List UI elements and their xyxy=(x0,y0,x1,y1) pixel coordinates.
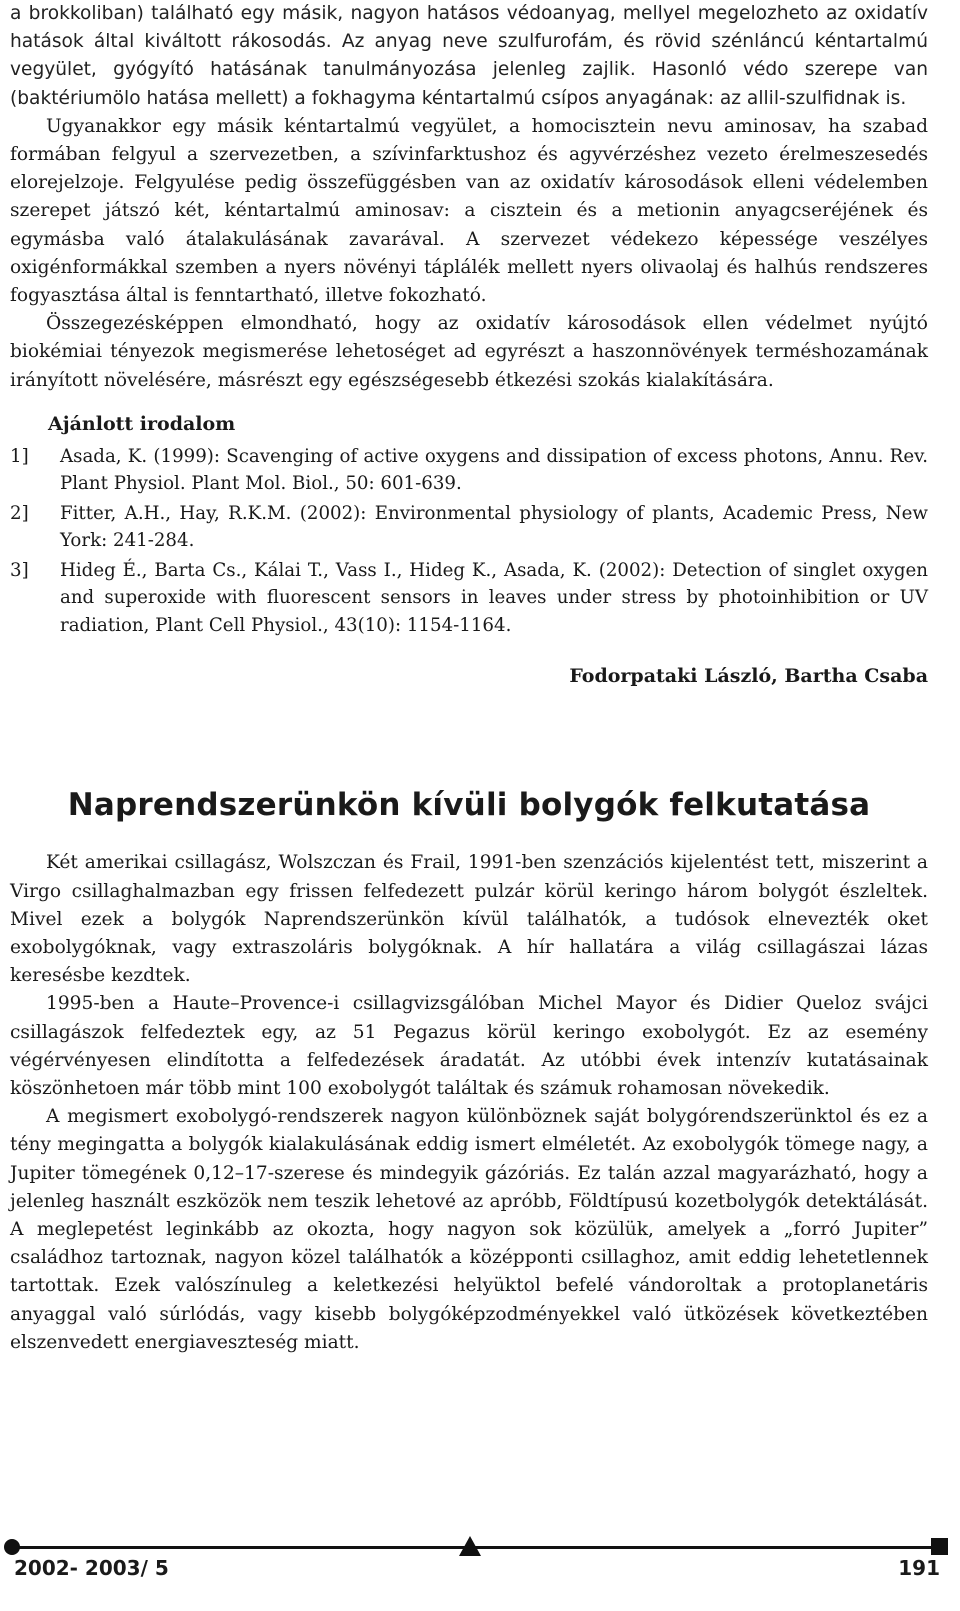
issue-label: 2002- 2003/ 5 xyxy=(14,1556,169,1580)
reference-text: Asada, K. (1999): Scavenging of active oxygens and dissipation of excess photons, Annu. Rev. Plant Physiol. Plant Mol. Biol., 50: 601-639. xyxy=(60,445,928,495)
page-footer xyxy=(0,1528,960,1611)
circle-icon xyxy=(4,1539,20,1555)
body-paragraph-2: Összegezésképpen elmondható, hogy az oxidatív károsodások ellen védelmet nyújtó biokémiai tényezok megismerése lehetoséget ad egyrészt a haszonnövények terméshozamának irányított növelésére, másrészt egy egészségesebb étkezési szokás kialakítására. xyxy=(10,313,928,391)
authors: Fodorpataki László, Bartha Csaba xyxy=(569,665,928,688)
intro-paragraph: a brokkoliban) található egy másik, nagyon hatásos védoanyag, mellyel megelozheto az oxidatív hatások által kiváltott rákosodás. Az anyag neve szulfurofám, és rövid szénláncú kéntartalmú vegyület, gyógyító hatásának tanulmányozása jelenleg zajlik. Hasonló védo szerepe van (baktériumölo hatása mellett) a fokhagyma kéntartalmú csípos anyagának: az allil-szulfidnak is. xyxy=(10,3,928,109)
reference-item xyxy=(10,443,928,498)
page xyxy=(10,0,928,1357)
page-number: 191 xyxy=(898,1556,940,1580)
reference-text: Hideg É., Barta Cs., Kálai T., Vass I., Hideg K., Asada, K. (2002): Detection of singlet oxygen and superoxide with fluorescent sensors in leaves under stress by photoinhibition or UV radiation, Plant Cell Physiol., 43(10): 1154-1164. xyxy=(60,559,928,636)
reference-number: 3] xyxy=(10,559,29,581)
reference-text: Fitter, A.H., Hay, R.K.M. (2002): Environmental physiology of plants, Academic Press, New York: 241-284. xyxy=(60,502,928,552)
body-paragraph-1: Ugyanakkor egy másik kéntartalmú vegyület, a homocisztein nevu aminosav, ha szabad formában felgyul a szervezetben, a szívinfarktushoz és agyvérzéshez vezeto érelmeszesedés elorejelzoje. Felgyulése pedig összefüggésben van az oxidatív károsodások elleni védelemben szerepet játszó két, kéntartalmú aminosav: a cisztein és a metionin anyagcseréjének és egymásba való átalakulásának zavarával. A szervezet védekezo képessége veszélyes oxigénformákkal szemben a nyers növényi táplálék mellett nyers olivaolaj és halhús rendszeres fogyasztása által is fenntartható, illetve fokozható. xyxy=(10,115,928,307)
reference-number: 2] xyxy=(10,502,29,524)
article-paragraph-1: Két amerikai csillagász, Wolszczan és Frail, 1991-ben szenzációs kijelentést tett, miszerint a Virgo csillaghalmazban egy frissen felfedezett pulzár körül keringo három bolygót észleltek. Mivel ezek a bolygók Naprendszerünkön kívül találhatók, a tudósok elnevezték oket exobolygóknak, vagy extraszoláris bolygóknak. A hír hallatára a világ csillagászai lázas keresésbe kezdtek. xyxy=(10,852,928,987)
article-paragraph-2: 1995-ben a Haute–Provence-i csillagvizsgálóban Michel Mayor és Didier Queloz svájci csillagászok felfedeztek egy, az 51 Pegazus körül keringo exobolygót. Ez az esemény végérvényesen elindította a felfedezések áradatát. Az utóbbi évek intenzív kutatásainak köszönhetoen már több mint 100 exobolygót találtak és számuk rohamosan növekedik. xyxy=(10,993,928,1099)
triangle-icon xyxy=(459,1536,481,1556)
article-paragraph-3: A megismert exobolygó-rendszerek nagyon különböznek saját bolygórendszerünktol és ez a tény megingatta a bolygók kialakulásának eddig ismert elméletét. Az exobolygók tömege nagy, a Jupiter tömegének 0,12–17-szerese és mindegyik gázóriás. Ez talán azzal magyarázható, hogy a jelenleg használt eszközök nem teszik lehetové az apróbb, Földtípusú kozetbolygók detektálását. A meglepetést leginkább az okozta, hogy nagyon sok közülük, amelyek a „forró Jupiter” családhoz tartoznak, nagyon közel találhatók a középponti csillaghoz, amit eddig lehetetlennek tartottak. Ezek valószínuleg a keletkezési helyüktol befelé vándoroltak a protoplanetáris anyaggal való súrlódás, vagy kisebb bolygóképzodményekkel való ütközések következtében elszenvedett energiaveszteség miatt. xyxy=(10,1106,928,1353)
reference-item xyxy=(10,500,928,555)
reference-item xyxy=(10,557,928,640)
reference-number: 1] xyxy=(10,445,29,467)
square-icon xyxy=(931,1538,948,1555)
references-heading: Ajánlott irodalom xyxy=(48,412,236,435)
article-title: Naprendszerünkön kívüli bolygók felkutatása xyxy=(67,787,871,824)
